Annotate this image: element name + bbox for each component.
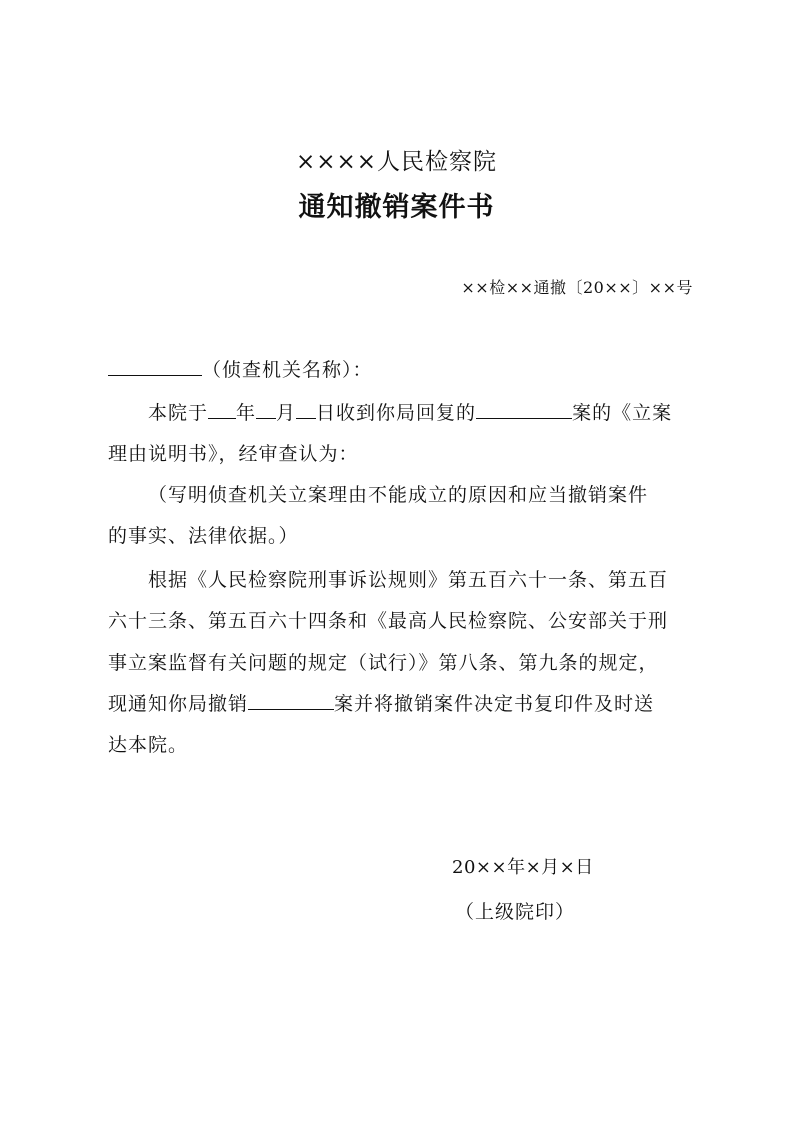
doc-number: ××检××通撤〔20××〕××号 bbox=[461, 278, 693, 297]
para2-line2: 的事实、法律依据。） bbox=[108, 525, 299, 547]
month-label: 月 bbox=[276, 402, 297, 424]
revoke-case-blank bbox=[248, 689, 334, 710]
para3-line5: 达本院。 bbox=[108, 734, 189, 756]
para1-line2: 理由说明书》，经审查认为： bbox=[108, 443, 359, 465]
year-label: 年 bbox=[236, 402, 257, 424]
para3-line4 bbox=[108, 689, 693, 716]
salutation-line bbox=[108, 355, 693, 382]
year-blank bbox=[208, 398, 236, 419]
day-blank bbox=[296, 398, 316, 419]
doc-title: 通知撤销案件书 bbox=[298, 192, 495, 223]
para1-line1 bbox=[148, 398, 693, 425]
day-label: 日收到你局回复的 bbox=[316, 402, 477, 424]
agency-name-blank bbox=[108, 355, 202, 376]
para3-line4-b: 案并将撤销案件决定书复印件及时送 bbox=[334, 693, 655, 715]
issue-date: 20××年×月×日 bbox=[452, 857, 594, 878]
para1-text-b: 案的《立案 bbox=[572, 402, 673, 424]
salutation-suffix: （侦查机关名称）： bbox=[202, 359, 373, 381]
org-title: ××××人民检察院 bbox=[295, 149, 498, 175]
case-name-blank bbox=[476, 398, 572, 419]
month-blank bbox=[256, 398, 276, 419]
para3-line4-a: 现通知你局撤销 bbox=[108, 693, 249, 715]
para3-line1: 根据《人民检察院刑事诉讼规则》第五百六十一条、第五百 bbox=[148, 569, 669, 591]
seal-note: （上级院印） bbox=[455, 901, 576, 923]
para1-text-a: 本院于 bbox=[148, 402, 209, 424]
para2-line1: （写明侦查机关立案理由不能成立的原因和应当撤销案件 bbox=[148, 484, 649, 506]
para3-line3: 事立案监督有关问题的规定（试行）》第八条、第九条的规定， bbox=[108, 652, 659, 674]
para3-line2: 六十三条、第五百六十四条和《最高人民检察院、公安部关于刑 bbox=[108, 610, 669, 632]
